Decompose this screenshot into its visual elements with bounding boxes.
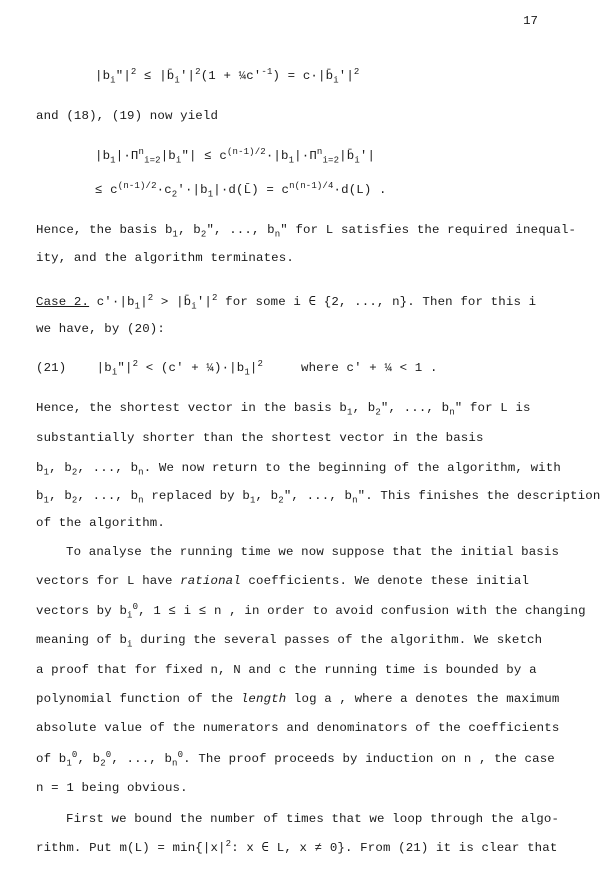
- text-line: and (18), (19) now yield: [36, 109, 219, 123]
- text-line: meaning of $b_i$ during the several passes of the algorithm. We sketch: [36, 633, 543, 650]
- text-line: Hence, the shortest vector in the basis $b_1$, $b_2$", ..., $b_n$" for L is: [36, 401, 531, 418]
- page-number: 17: [523, 14, 538, 28]
- text-line: Hence, the basis $b_1$, $b_2$", ..., $b_n$" for L satisfies the required inequal-: [36, 223, 577, 240]
- text-line: we have, by (20):: [36, 322, 165, 336]
- text-line: a proof that for fixed n, N and c the running time is bounded by a: [36, 663, 537, 677]
- text-line: $|b_i"|^2$ ≤ $|b̄_i'|^2(1$ + $\frac{1}{4}c'^{-1}$) = $c\cdot|b̄_i'|^2$: [95, 66, 360, 86]
- text-line: $|b_1|\cdot\Pi^n_{i=2}|b_i"|$ ≤ $c^{(n-1)/2}\cdot|b_1|\cdot\Pi^n_{i=2}|b̄_i'|$: [95, 146, 376, 166]
- text-line: ity, and the algorithm terminates.: [36, 251, 294, 265]
- text-line: rithm. Put $m(L) = \min\{|x|^2$: x ∈ L, x ≠ 0}. From (21) it is clear that: [36, 838, 558, 855]
- text-line: of $b_1^0$, $b_2^0$, ..., $b_n^0$. The proof proceeds by induction on n , the case: [36, 749, 555, 769]
- text-line: Case 2. $c'\cdot|b_1|^2$ > $|b̄_i'|^2$ for some i ∈ {2, ..., n}. Then for this i: [36, 292, 537, 312]
- text-line: First we bound the number of times that we loop through the algo-: [66, 812, 560, 826]
- text-line: $b_1$, $b_2$, ..., $b_n$. We now return to the beginning of the algorithm, with: [36, 461, 561, 478]
- text-line: polynomial function of the length log a , where a denotes the maximum: [36, 692, 560, 706]
- text-line: n = 1 being obvious.: [36, 781, 188, 795]
- text-line: substantially shorter than the shortest vector in the basis: [36, 431, 484, 445]
- text-line: vectors for L have rational coefficients. We denote these initial: [36, 574, 530, 588]
- text-line: (21) $|b_i"|^2 < (c'$ + $\frac{1}{4})\cdot|b_1|^2$ where c' + ¼ < 1 .: [36, 358, 438, 378]
- text-line: vectors by $b_i^0$, 1 ≤ i ≤ n , in order to avoid confusion with the changing: [36, 601, 586, 621]
- text-line: ≤ $c^{(n-1)/2}\cdot c_2'\cdot|b_1|\cdot d(L̄) = c^{n(n-1)/4}\cdot d(L)$ .: [95, 180, 387, 200]
- text-line: To analyse the running time we now suppose that the initial basis: [66, 545, 560, 559]
- text-line: of the algorithm.: [36, 516, 165, 530]
- text-line: $b_1$, $b_2$, ..., $b_n$ replaced by $b_1$, $b_2$", ..., $b_n$". This finishes the description: [36, 489, 600, 506]
- text-line: absolute value of the numerators and denominators of the coefficients: [36, 721, 560, 735]
